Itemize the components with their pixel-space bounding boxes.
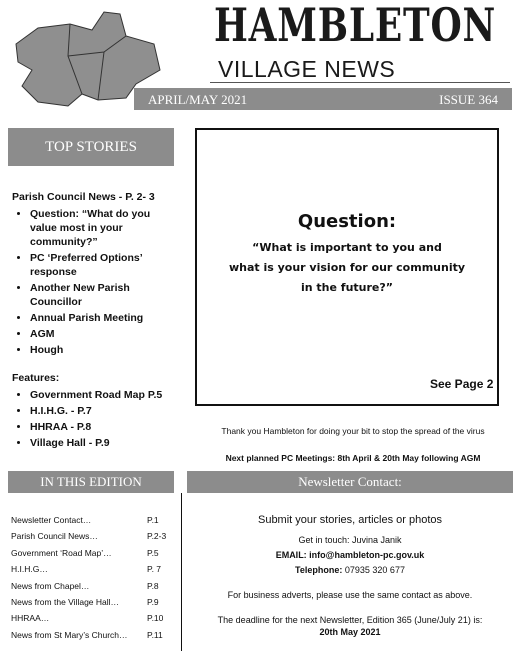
- contents-row: [11, 564, 175, 580]
- question-line: in the future?”: [300, 281, 393, 294]
- feature-item: • HHRAA - P.8: [30, 420, 177, 434]
- contents-row: [11, 613, 175, 629]
- title-rule: [210, 82, 510, 83]
- contents-page: P.11: [147, 629, 163, 640]
- story-item: • AGM: [30, 327, 177, 341]
- next-meetings-note: Next planned PC Meetings: 8th April & 20th May following AGM: [225, 453, 481, 463]
- newsletter-contact-heading: Newsletter Contact:: [187, 471, 513, 493]
- story-item: • Another New Parish Councillor: [30, 281, 177, 309]
- features-items: [12, 388, 177, 450]
- story-item: • Hough: [30, 343, 177, 357]
- contact-email: EMAIL: info@hambleton-pc.gov.uk: [275, 550, 425, 560]
- contents-row: [11, 630, 175, 646]
- thanks-note: Thank you Hambleton for doing your bit to stop the spread of the virus: [221, 426, 485, 436]
- contents-row: [11, 515, 175, 531]
- contact-details: [187, 514, 513, 637]
- contents-row: [11, 581, 175, 597]
- top-stories-list: [12, 190, 177, 456]
- top-stories-heading: TOP STORIES: [8, 128, 174, 166]
- issue-number: ISSUE 364: [439, 92, 498, 107]
- question-line: “What is important to you and: [252, 241, 442, 254]
- adverts-note: For business adverts, please use the same contact as above.: [227, 590, 473, 600]
- contents-title: News from Chapel…: [11, 580, 90, 591]
- contents-title: News from the Village Hall…: [11, 596, 120, 607]
- question-title: Question:: [297, 211, 397, 232]
- contents-title: H.I.H.G…: [11, 564, 48, 575]
- question-line: what is your vision for our community: [228, 261, 466, 274]
- contents-page: P.5: [147, 547, 159, 558]
- parish-council-items: [12, 207, 177, 357]
- contact-person: Get in touch: Juvina Janik: [298, 535, 402, 545]
- contents-row: [11, 531, 175, 547]
- issue-date: APRIL/MAY 2021: [148, 92, 248, 107]
- feature-item: • Government Road Map P.5: [30, 388, 177, 402]
- contact-telephone: [187, 565, 513, 575]
- contents-page: P.1: [147, 515, 159, 525]
- features-title: Features:: [12, 372, 60, 384]
- contents-title: News from St Mary’s Church…: [11, 629, 128, 640]
- contents-page: P.8: [147, 580, 159, 591]
- contents-row: [11, 548, 175, 564]
- contents-title: HHRAA…: [11, 613, 50, 624]
- feature-item: • Village Hall - P.9: [30, 436, 177, 450]
- newsletter-subtitle: VILLAGE NEWS: [218, 56, 396, 82]
- contents-page: P.9: [147, 596, 159, 607]
- submit-prompt: Submit your stories, articles or photos: [257, 514, 443, 526]
- contents-page: P.2-3: [147, 531, 167, 542]
- story-item: • Annual Parish Meeting: [30, 311, 177, 325]
- contents-row: [11, 597, 175, 613]
- in-this-edition-heading: IN THIS EDITION: [8, 471, 174, 493]
- telephone-number: 07935 320 677: [344, 565, 405, 575]
- deadline-date: 20th May 2021: [319, 627, 381, 637]
- issue-bar: [134, 88, 512, 110]
- contents-title: Newsletter Contact…: [11, 515, 92, 525]
- story-item: • Question: “What do you value most in your community?”: [30, 207, 177, 249]
- contents-page: P. 7: [147, 564, 162, 575]
- see-page-link: See Page 2: [430, 377, 494, 391]
- contents-page: P.10: [147, 613, 164, 624]
- telephone-label: Telephone:: [295, 565, 343, 575]
- story-item: • PC ‘Preferred Options’ response: [30, 251, 177, 279]
- deadline-note: The deadline for the next Newsletter, Edition 365 (June/July 21) is:: [217, 615, 483, 625]
- newsletter-title: HAMBLETON: [214, 0, 497, 52]
- question-text: [195, 238, 499, 298]
- contents-title: Government ‘Road Map’…: [11, 547, 112, 558]
- feature-item: • H.I.H.G. - P.7: [30, 404, 177, 418]
- edition-contents-list: [11, 515, 175, 646]
- column-divider: [181, 493, 182, 651]
- parish-council-news-title: Parish Council News - P. 2- 3: [12, 191, 155, 203]
- contents-title: Parish Council News…: [11, 531, 98, 542]
